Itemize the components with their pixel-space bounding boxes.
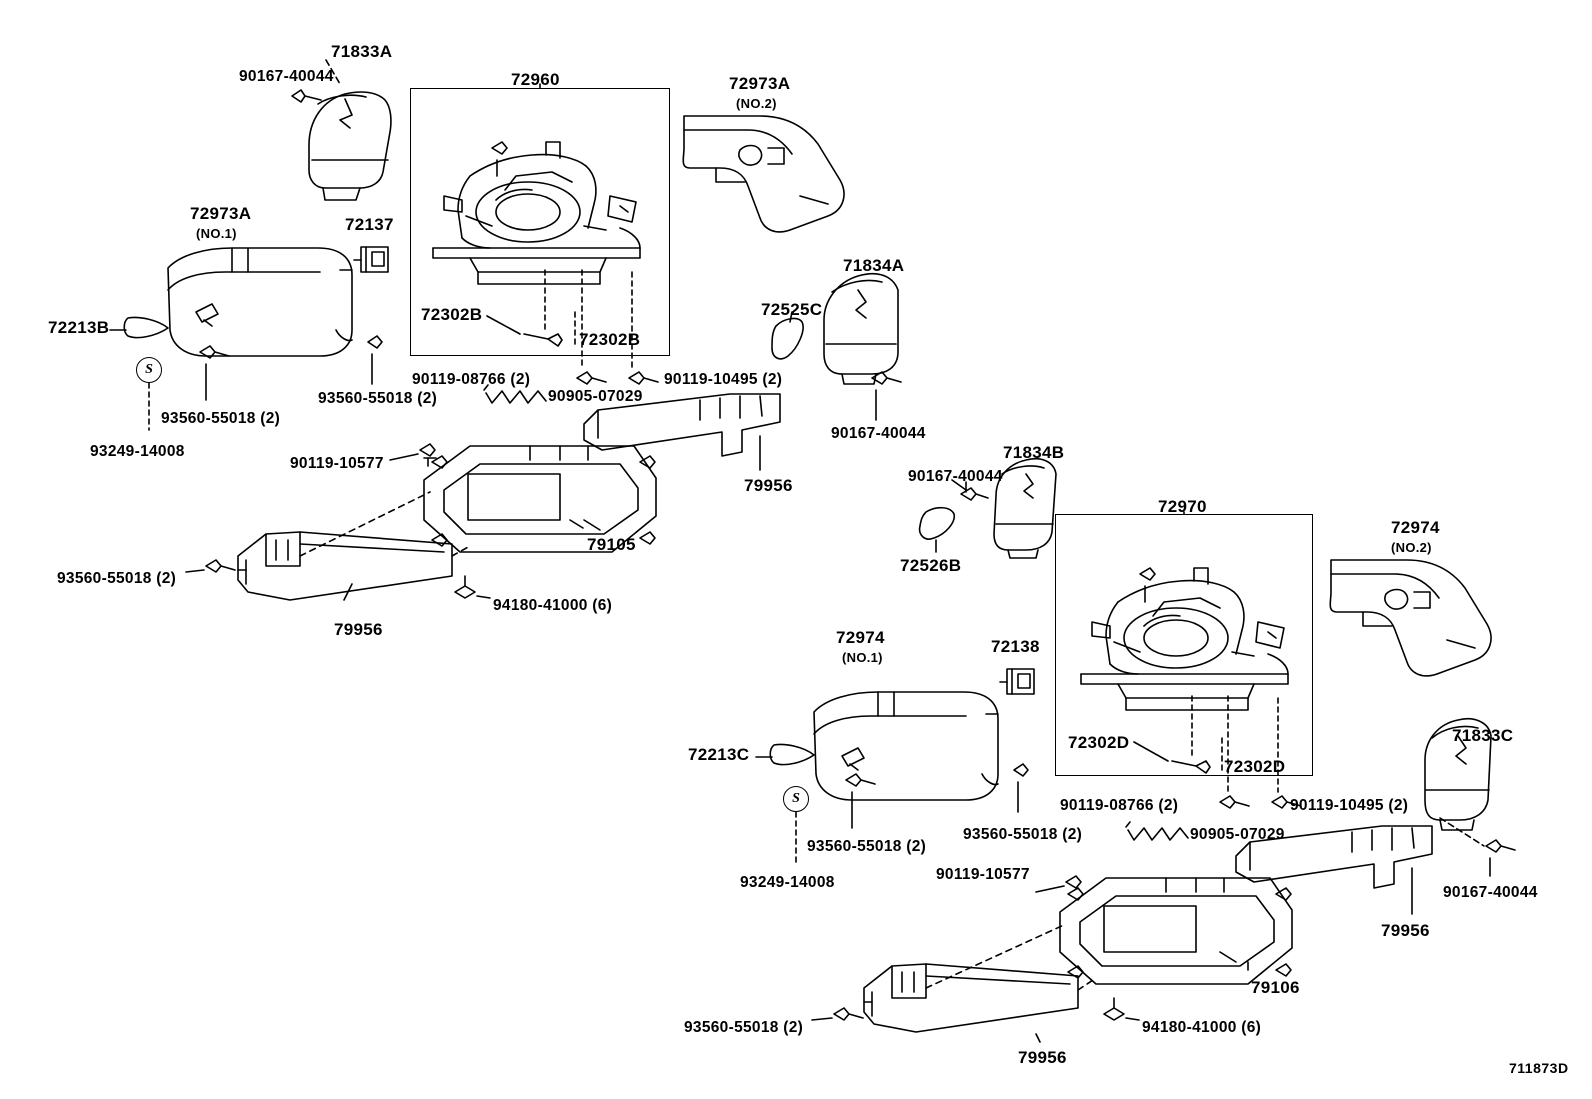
fastener-93560-55018-b1 [846,774,875,828]
part-label-79106: 79106 [1251,978,1300,997]
part-sublabel-no1-b: (NO.1) [842,650,883,665]
part-label-90905-07029-b: 90905-07029 [1190,826,1285,843]
part-label-72974-no1: 72974 [836,628,885,647]
part-label-93560-55018-l2: 93560-55018 (2) [318,390,438,407]
part-label-72525C: 72525C [761,300,823,319]
part-label-93560-55018-bl: 93560-55018 (2) [684,1019,804,1036]
fastener-90119-08766 [577,372,606,384]
fastener-93560-55018-l1 [200,346,229,400]
part-72974-no2 [1330,560,1491,676]
part-label-72973A-no1: 72973A [190,204,252,223]
part-sublabel-no1-a: (NO.1) [196,226,237,241]
part-label-90119-10495-b: 90119-10495 (2) [1290,797,1409,814]
part-label-90167-40044-tl: 90167-40044 [239,68,334,85]
part-90905-07029-spring-bottom [1126,822,1188,840]
part-71833A-cover [309,92,391,200]
part-label-93249-14008-l: 93249-14008 [90,443,185,460]
s-marker-bottom: S [783,786,809,812]
fastener-93560-55018-bl [834,1008,863,1020]
part-label-79956-tr: 79956 [744,476,793,495]
part-label-79105: 79105 [587,535,636,554]
part-label-94180-41000-t: 94180-41000 (6) [493,597,613,614]
part-72974-no1 [814,692,998,800]
part-label-72526B: 72526B [900,556,962,575]
part-79956-ll [238,532,452,600]
part-79106-frame [1060,878,1292,984]
part-72138 [1000,669,1034,694]
part-label-72213C: 72213C [688,745,750,764]
part-72213C [770,744,814,764]
part-sublabel-no2-a: (NO.2) [736,96,777,111]
part-label-72973A-no2: 72973A [729,74,791,93]
part-label-94180-41000-b: 94180-41000 (6) [1142,1019,1262,1036]
part-label-71834A: 71834A [843,256,905,275]
part-label-72302D-left: 72302D [1068,733,1130,752]
part-label-79956-bl: 79956 [1018,1048,1067,1067]
fastener-94180-41000-b [1104,998,1139,1020]
part-label-93560-55018-b2: 93560-55018 (2) [807,838,927,855]
part-72973A-no1 [168,248,352,356]
sheet-number: 711873D [1509,1060,1569,1076]
s-marker-left: S [136,357,162,383]
fastener-90119-08766-r [1220,796,1249,808]
part-label-71834B: 71834B [1003,443,1065,462]
part-79956-bl [864,964,1078,1032]
fastener-90119-10577 [390,444,435,460]
part-label-71833A: 71833A [331,42,393,61]
part-label-72302D-right: 72302D [1224,757,1286,776]
part-label-79956-br: 79956 [1381,921,1430,940]
fastener-90167-40044-br [1486,840,1515,876]
part-label-93560-55018-ll: 93560-55018 (2) [57,570,177,587]
part-72213B [124,317,168,337]
fastener-90167-40044-r1 [872,372,901,420]
fastener-90167-40044-tl [292,90,321,102]
part-label-72974-no2: 72974 [1391,518,1440,537]
part-label-71833C: 71833C [1452,726,1514,745]
part-label-72960: 72960 [511,70,560,89]
part-72525C [772,319,803,359]
part-71834B [994,459,1056,558]
part-label-72137: 72137 [345,215,394,234]
part-label-90905-07029-t: 90905-07029 [548,388,643,405]
part-label-90119-08766-b: 90119-08766 (2) [1060,797,1179,814]
part-label-90119-10577-t: 90119-10577 [290,455,384,472]
part-label-90119-10495-t: 90119-10495 (2) [664,371,783,388]
fastener-93560-55018-l2 [368,336,382,384]
part-label-72302B-left: 72302B [421,305,483,324]
fastener-94180-41000 [455,576,490,598]
fastener-90119-10495 [629,372,658,384]
part-label-93560-55018-b1: 93560-55018 (2) [963,826,1083,843]
part-label-72302B-right: 72302B [579,330,641,349]
fastener-90119-10577-b [1036,876,1081,892]
part-72526B [920,508,955,539]
part-label-72138: 72138 [991,637,1040,656]
part-label-90167-40044-r2: 90167-40044 [908,468,1003,485]
part-label-90167-40044-br: 90167-40044 [1443,884,1538,901]
part-label-72213B: 72213B [48,318,110,337]
part-label-90119-08766-t: 90119-08766 (2) [412,371,531,388]
fastener-93560-55018-b2 [1014,764,1028,812]
part-71834A [824,274,898,384]
part-label-90119-10577-b: 90119-10577 [936,866,1030,883]
part-72973A-no2 [683,116,844,232]
part-label-79956-ll: 79956 [334,620,383,639]
part-label-93249-14008-b: 93249-14008 [740,874,835,891]
part-sublabel-no2-b: (NO.2) [1391,540,1432,555]
fastener-93560-55018-ll [206,560,235,572]
part-label-93560-55018-l1: 93560-55018 (2) [161,410,281,427]
part-label-90167-40044-r1: 90167-40044 [831,425,926,442]
part-label-72970: 72970 [1158,497,1207,516]
part-72137 [354,247,388,272]
